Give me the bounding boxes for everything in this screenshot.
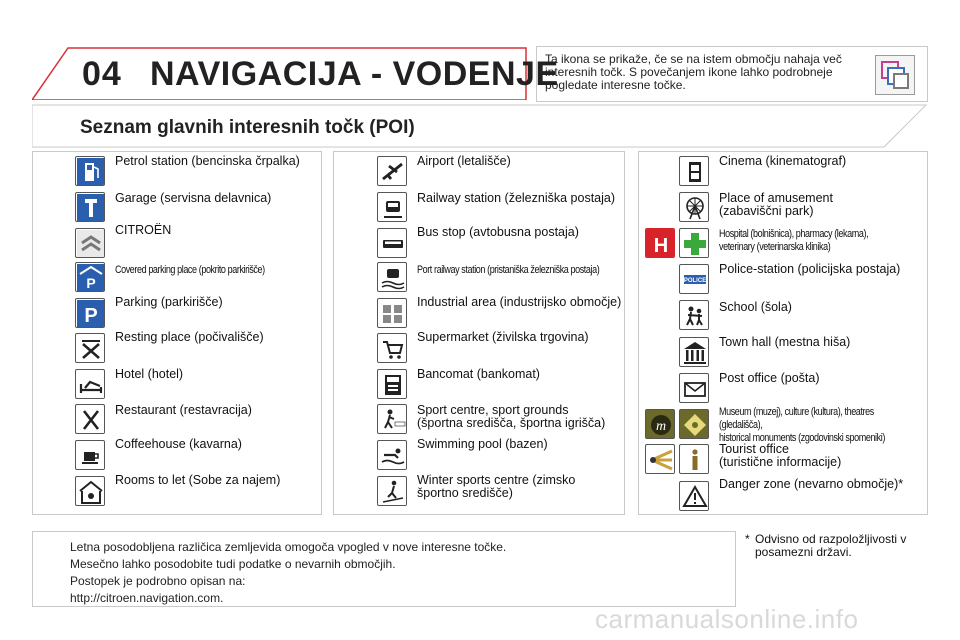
police-icon: [679, 264, 709, 294]
fuel-pump-icon: [75, 156, 105, 186]
update-note-url[interactable]: http://citroen.navigation.com.: [70, 591, 224, 605]
poi-label-restaurant: Restaurant (restavracija): [115, 403, 252, 417]
poi-label-tourist-office-line2: (turistične informacije): [719, 455, 842, 469]
police-icon-text: POLICE: [683, 278, 707, 284]
poi-label-swimming-pool: Swimming pool (bazen): [417, 437, 548, 451]
info-text: Ta ikona se prikaže, če se na istem območju nahaja več interesnih točk. S povečanjem ikone lahko podrobneje pogledate interesne točke.: [545, 52, 842, 92]
covered-parking-icon: [75, 262, 105, 292]
coffee-cup-icon: [75, 440, 105, 470]
cutlery-icon: [75, 404, 105, 434]
wrench-icon: [75, 192, 105, 222]
overlapping-pois-icon: [875, 55, 915, 95]
citroen-logo-icon: [75, 228, 105, 258]
section-title: Seznam glavnih interesnih točk (POI): [80, 117, 415, 138]
poi-label-hospital: [719, 228, 868, 254]
atm-icon: [377, 369, 407, 399]
children-icon: [679, 300, 709, 330]
shopping-cart-icon: [377, 333, 407, 363]
port-railway-icon: [377, 262, 407, 292]
pharmacy-cross-icon: [679, 228, 709, 258]
poi-label-rooms-to-let: Rooms to let (Sobe za najem): [115, 473, 281, 487]
poi-label-covered-parking: Covered parking place (pokrito parkirišče): [115, 264, 265, 276]
svg-text:m: m: [655, 419, 667, 434]
poi-label-supermarket: Supermarket (živilska trgovina): [417, 330, 589, 344]
poi-label-museum: [719, 406, 917, 445]
town-hall-icon: [679, 337, 709, 367]
update-note: [70, 539, 506, 607]
footnote-star: *: [745, 532, 750, 546]
poi-label-museum-line1: Museum (muzej), culture (kultura), theatres (gledališča),: [719, 406, 874, 431]
bus-icon: [377, 228, 407, 258]
poi-label-danger-zone: Danger zone (nevarno območje)*: [719, 477, 904, 491]
poi-label-hotel: Hotel (hotel): [115, 367, 184, 381]
poi-label-sport-centre-line2: (športna središča, športna igrišča): [417, 416, 606, 430]
poi-label-hospital-line1: Hospital (bolnišnica), pharmacy (lekarna),: [719, 228, 869, 240]
poi-label-petrol-station: Petrol station (bencinska črpalka): [115, 154, 300, 168]
update-note-line3: Postopek je podrobno opisan na:: [70, 574, 246, 588]
poi-label-museum-line2: historical monuments (zgodovinski spomeniki): [719, 432, 885, 444]
bed-icon: [75, 369, 105, 399]
chapter-number: 04: [82, 55, 122, 93]
danger-icon: [679, 481, 709, 511]
watermark: carmanualsonline.info: [595, 604, 859, 634]
poi-label-town-hall: Town hall (mestna hiša): [719, 335, 851, 349]
monument-icon: [679, 409, 709, 439]
poi-label-airport: Airport (letališče): [417, 154, 511, 168]
poi-label-amusement: [719, 192, 833, 218]
svg-text:H: H: [653, 235, 669, 257]
poi-label-bus-stop: Bus stop (avtobusna postaja): [417, 225, 579, 239]
poi-label-port-railway-station: Port railway station (pristaniška železniška postaja): [417, 264, 600, 276]
parking-icon: [75, 298, 105, 328]
info-icon: [679, 444, 709, 474]
svg-text:P: P: [86, 275, 96, 291]
poi-label-amusement-line1: Place of amusement: [719, 191, 833, 205]
rooms-icon: [75, 476, 105, 506]
poi-label-cinema: Cinema (kinematograf): [719, 154, 847, 168]
ferris-wheel-icon: [679, 192, 709, 222]
footnote-text: Odvisno od razpoložljivosti v posamezni državi.: [755, 532, 907, 559]
poi-label-school: School (šola): [719, 300, 792, 314]
poi-label-bancomat: Bancomat (bankomat): [417, 367, 540, 381]
museum-icon: [645, 409, 675, 439]
poi-label-resting-place: Resting place (počivališče): [115, 330, 264, 344]
poi-label-parking: Parking (parkirišče): [115, 295, 223, 309]
airplane-icon: [377, 156, 407, 186]
swimmer-icon: [377, 440, 407, 470]
resting-place-icon: [75, 333, 105, 363]
poi-label-industrial-area: Industrial area (industrijsko območje): [417, 295, 622, 309]
svg-text:P: P: [84, 305, 98, 327]
poi-label-winter-sports-line2: športno središče): [417, 486, 513, 500]
poi-label-hospital-line2: veterinary (veterinarska klinika): [719, 241, 831, 253]
poi-label-sport-centre-line1: Sport centre, sport grounds: [417, 403, 569, 417]
skier-icon: [377, 476, 407, 506]
factory-icon: [377, 298, 407, 328]
poi-label-tourist-office: [719, 443, 841, 469]
poi-label-winter-sports: [417, 474, 575, 500]
poi-label-coffeehouse: Coffeehouse (kavarna): [115, 437, 242, 451]
envelope-icon: [679, 373, 709, 403]
film-icon: [679, 156, 709, 186]
update-note-line2: Mesečno lahko posodobite tudi podatke o nevarnih območjih.: [70, 557, 396, 571]
tourism-icon: [645, 444, 675, 474]
poi-label-railway-station: Railway station (železniška postaja): [417, 191, 616, 205]
poi-label-post-office: Post office (pošta): [719, 371, 820, 385]
hospital-icon: [645, 228, 675, 258]
poi-label-citroen: CITROËN: [115, 223, 172, 237]
train-icon: [377, 192, 407, 222]
poi-label-winter-sports-line1: Winter sports centre (zimsko: [417, 473, 576, 487]
poi-label-sport-centre: [417, 404, 605, 430]
poi-label-police: Police-station (policijska postaja): [719, 262, 901, 276]
poi-label-amusement-line2: (zabaviščni park): [719, 204, 814, 218]
poi-label-garage: Garage (servisna delavnica): [115, 191, 272, 205]
sport-icon: [377, 404, 407, 434]
info-box: [536, 46, 928, 102]
poi-label-tourist-office-line1: Tourist office: [719, 442, 789, 456]
chapter-title: NAVIGACIJA - VODENJE: [150, 55, 559, 93]
update-note-line1: Letna posodobljena različica zemljevida omogoča vpogled v nove interesne točke.: [70, 540, 507, 554]
